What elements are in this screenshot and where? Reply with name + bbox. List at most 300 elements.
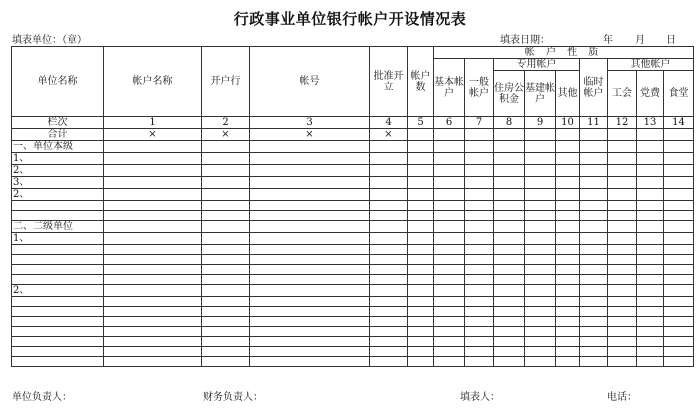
data-cell [608,285,637,297]
header-party: 党费 [637,71,664,117]
data-cell [434,177,465,189]
data-cell [434,317,465,327]
data-cell [104,307,202,317]
column-index-cell: 13 [637,117,664,129]
data-cell [250,233,370,245]
data-cell [494,327,525,337]
data-cell [370,337,408,347]
data-cell [525,265,556,275]
data-cell [556,233,580,245]
row-label: 2、 [12,189,104,201]
data-cell [202,255,250,265]
row-label [12,357,104,367]
finance-head-label: 财务负责人： [203,392,263,403]
data-cell [104,275,202,285]
data-cell [494,221,525,233]
data-cell [465,165,494,177]
data-cell [664,153,694,165]
total-cell [494,129,525,141]
data-cell [434,357,465,367]
data-cell [664,255,694,265]
table-row [12,337,694,347]
header-bank: 开户行 [202,47,250,117]
data-cell [556,347,580,357]
data-cell [556,337,580,347]
data-cell [104,177,202,189]
data-cell [202,245,250,255]
row-label [12,307,104,317]
data-cell [556,153,580,165]
data-cell [525,177,556,189]
data-cell [556,275,580,285]
data-cell [104,255,202,265]
data-cell [637,153,664,165]
data-cell [104,189,202,201]
data-cell [494,297,525,307]
data-cell [664,233,694,245]
data-cell [202,285,250,297]
header-nature: 帐 户 性 质 [434,47,694,59]
data-cell [556,189,580,201]
table-row [12,347,694,357]
data-cell [494,141,525,153]
row-label [12,275,104,285]
data-cell [408,357,434,367]
table-row [12,211,694,221]
data-cell [664,297,694,307]
data-cell [556,221,580,233]
page-title: 行政事业单位银行帐户开设情况表 [233,10,467,28]
data-cell [664,307,694,317]
header-construction: 基建帐户 [525,71,556,117]
data-cell [494,337,525,347]
total-cell: × [250,129,370,141]
data-cell [494,317,525,327]
table-row [12,177,694,189]
column-index-cell: 10 [556,117,580,129]
data-cell [608,221,637,233]
data-cell [664,347,694,357]
data-cell [608,337,637,347]
data-cell [494,347,525,357]
data-cell [608,233,637,245]
column-index-cell: 1 [104,117,202,129]
data-cell [370,245,408,255]
data-cell [370,275,408,285]
data-cell [580,327,608,337]
data-cell [637,221,664,233]
data-cell [664,337,694,347]
data-cell [202,153,250,165]
data-cell [408,177,434,189]
data-cell [104,201,202,211]
data-cell [434,233,465,245]
column-index-cell: 4 [370,117,408,129]
data-cell [580,317,608,327]
data-cell [202,141,250,153]
data-cell [637,337,664,347]
data-cell [465,317,494,327]
data-cell [556,201,580,211]
header-basic: 基本帐户 [434,59,465,117]
data-cell [637,141,664,153]
data-cell [434,201,465,211]
data-cell [525,307,556,317]
data-cell [104,285,202,297]
data-cell [370,317,408,327]
data-cell [637,327,664,337]
data-cell [608,307,637,317]
header-other-special: 其他 [556,71,580,117]
data-cell [465,275,494,285]
data-cell [250,165,370,177]
data-cell [580,165,608,177]
data-cell [104,211,202,221]
total-cell [434,129,465,141]
data-cell [580,337,608,347]
data-cell [434,153,465,165]
data-cell [637,245,664,255]
table-row [12,201,694,211]
data-cell [202,211,250,221]
data-cell [202,337,250,347]
data-cell [408,211,434,221]
header-unit-name: 单位名称 [12,47,104,117]
data-cell [104,245,202,255]
header-count: 帐户数 [408,47,434,117]
data-cell [637,233,664,245]
data-cell [434,255,465,265]
data-cell [580,265,608,275]
data-cell [664,177,694,189]
data-cell [637,347,664,357]
data-cell [465,177,494,189]
data-cell [434,165,465,177]
data-cell [104,265,202,275]
data-cell [250,357,370,367]
data-cell [250,255,370,265]
row-label: 1、 [12,233,104,245]
row-label: 3、 [12,177,104,189]
data-cell [608,165,637,177]
table-row [12,189,694,201]
data-cell [465,221,494,233]
total-cell: × [202,129,250,141]
data-cell [664,265,694,275]
data-cell [202,275,250,285]
data-cell [202,265,250,275]
data-cell [465,245,494,255]
data-cell [408,347,434,357]
data-cell [556,177,580,189]
data-cell [408,337,434,347]
data-cell [580,255,608,265]
header-general: 一般帐户 [465,59,494,117]
data-cell [250,265,370,275]
data-cell [370,189,408,201]
data-cell [465,307,494,317]
data-cell [250,201,370,211]
data-cell [465,189,494,201]
table-row [12,297,694,307]
data-cell [434,307,465,317]
data-cell [525,141,556,153]
data-cell [556,141,580,153]
data-cell [664,317,694,327]
data-cell [434,285,465,297]
data-cell [465,141,494,153]
data-cell [104,165,202,177]
header-temporary: 临时帐户 [580,59,608,117]
column-index-label: 栏次 [12,117,104,129]
data-cell [608,297,637,307]
row-label [12,245,104,255]
data-cell [556,255,580,265]
data-cell [370,211,408,221]
data-cell [608,211,637,221]
data-cell [465,347,494,357]
data-cell [434,297,465,307]
data-cell [250,275,370,285]
data-cell [465,255,494,265]
data-cell [202,327,250,337]
data-cell [104,337,202,347]
data-cell [525,337,556,347]
table-row [12,327,694,337]
data-cell [637,165,664,177]
table-row [12,357,694,367]
total-cell [525,129,556,141]
data-cell [494,285,525,297]
data-cell [408,141,434,153]
data-cell [202,357,250,367]
data-cell [370,285,408,297]
data-cell [104,141,202,153]
data-cell [202,317,250,327]
data-cell [580,153,608,165]
data-cell [608,357,637,367]
column-index-cell: 5 [408,117,434,129]
data-cell [637,211,664,221]
column-index-cell: 3 [250,117,370,129]
column-index-cell: 12 [608,117,637,129]
data-cell [434,189,465,201]
data-cell [637,285,664,297]
row-label [12,347,104,357]
table-row [12,307,694,317]
header-canteen: 食堂 [664,71,694,117]
total-cell [637,129,664,141]
data-cell [465,337,494,347]
data-cell [250,317,370,327]
data-cell [250,245,370,255]
data-cell [370,233,408,245]
column-index-cell: 11 [580,117,608,129]
data-cell [202,189,250,201]
data-cell [202,233,250,245]
data-cell [370,357,408,367]
data-cell [637,307,664,317]
table-row [12,245,694,255]
data-cell [250,285,370,297]
data-cell [494,245,525,255]
data-cell [608,245,637,255]
data-cell [370,221,408,233]
data-cell [408,265,434,275]
fill-date-label: 填表日期： [500,35,550,46]
row-label [12,211,104,221]
data-cell [664,327,694,337]
table-row [12,141,694,153]
data-cell [664,189,694,201]
total-cell [608,129,637,141]
data-cell [556,165,580,177]
data-cell [465,265,494,275]
row-label [12,297,104,307]
data-cell [608,347,637,357]
data-cell [250,307,370,317]
data-cell [525,211,556,221]
data-cell [465,357,494,367]
data-cell [494,357,525,367]
row-label: 1、 [12,153,104,165]
data-cell [465,153,494,165]
data-cell [494,165,525,177]
data-cell [202,201,250,211]
data-cell [580,307,608,317]
data-cell [465,201,494,211]
data-cell [580,347,608,357]
data-cell [434,265,465,275]
row-label: 2、 [12,165,104,177]
total-cell [580,129,608,141]
total-cell [556,129,580,141]
row-label: 二、二级单位 [12,221,104,233]
data-cell [637,317,664,327]
data-cell [370,165,408,177]
data-cell [608,201,637,211]
data-cell [525,153,556,165]
data-cell [664,141,694,153]
data-cell [525,189,556,201]
data-cell [580,201,608,211]
data-cell [664,357,694,367]
data-cell [494,265,525,275]
row-label: 2、 [12,285,104,297]
data-cell [525,201,556,211]
data-cell [465,285,494,297]
data-cell [250,297,370,307]
data-cell [408,307,434,317]
data-cell [434,337,465,347]
data-cell [556,307,580,317]
data-cell [250,211,370,221]
data-cell [664,201,694,211]
data-cell [608,177,637,189]
data-cell [434,221,465,233]
column-index-cell: 9 [525,117,556,129]
data-cell [250,141,370,153]
data-cell [250,347,370,357]
total-cell [664,129,694,141]
data-cell [608,275,637,285]
data-cell [637,275,664,285]
data-cell [202,177,250,189]
header-approved: 批准开立 [370,47,408,117]
data-cell [580,189,608,201]
data-cell [637,177,664,189]
row-label: 一、单位本级 [12,141,104,153]
data-cell [556,327,580,337]
data-cell [556,245,580,255]
data-cell [104,327,202,337]
data-cell [637,189,664,201]
data-cell [408,201,434,211]
data-cell [434,327,465,337]
data-cell [104,347,202,357]
account-table [11,46,694,367]
table-row [12,233,694,245]
data-cell [494,211,525,221]
data-cell [408,165,434,177]
data-cell [202,297,250,307]
data-cell [370,255,408,265]
data-cell [525,221,556,233]
data-cell [202,221,250,233]
data-cell [556,285,580,297]
data-cell [608,317,637,327]
column-index-cell: 2 [202,117,250,129]
data-cell [465,211,494,221]
table-row [12,153,694,165]
table-row [12,285,694,297]
table-row [12,165,694,177]
data-cell [556,297,580,307]
data-cell [370,347,408,357]
table-row [12,275,694,285]
data-cell [408,153,434,165]
data-cell [494,177,525,189]
data-cell [250,221,370,233]
data-cell [494,201,525,211]
data-cell [465,233,494,245]
date-year: 年 [603,35,613,46]
data-cell [556,317,580,327]
data-cell [664,165,694,177]
data-cell [525,297,556,307]
header-account-no: 帐号 [250,47,370,117]
data-cell [637,265,664,275]
header-other-accounts: 其他帐户 [608,59,694,71]
data-cell [250,327,370,337]
data-cell [525,165,556,177]
data-cell [556,211,580,221]
data-cell [408,255,434,265]
data-cell [608,189,637,201]
data-cell [637,357,664,367]
data-cell [202,307,250,317]
column-index-cell: 8 [494,117,525,129]
data-cell [250,189,370,201]
data-cell [104,233,202,245]
data-cell [556,265,580,275]
data-cell [608,327,637,337]
phone-label: 电话： [607,392,637,403]
data-cell [250,177,370,189]
data-cell [370,201,408,211]
data-cell [525,245,556,255]
data-cell [104,221,202,233]
